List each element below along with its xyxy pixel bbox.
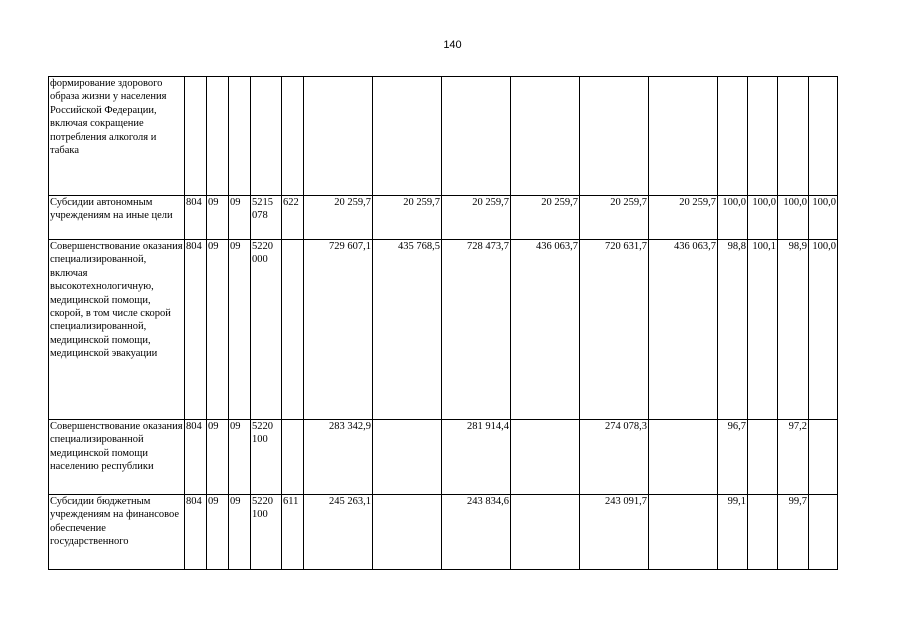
value-cell [649, 420, 718, 495]
value-cell [511, 420, 580, 495]
value-cell [304, 77, 373, 196]
value-cell [649, 77, 718, 196]
expense-type-code [282, 240, 304, 420]
row-name: формирование здорового образа жизни у населения Российской Федерации, включая сокращение потребления алкоголя и табака [49, 77, 185, 196]
percent-cell: 100,1 [748, 240, 778, 420]
table-row [49, 77, 838, 196]
value-cell [511, 495, 580, 570]
percent-cell: 98,9 [778, 240, 809, 420]
subsection-code: 09 [229, 240, 251, 420]
budget-table [48, 76, 838, 570]
row-name: Субсидии бюджетным учреждениям на финансовое обеспечение государственного [49, 495, 185, 570]
subsection-code: 09 [229, 420, 251, 495]
value-cell [649, 495, 718, 570]
row-name: Совершенствование оказания специализированной медицинской помощи населению республики [49, 420, 185, 495]
expense-type-code: 622 [282, 196, 304, 240]
value-cell: 20 259,7 [373, 196, 442, 240]
section-code: 09 [207, 196, 229, 240]
ministry-code: 804 [185, 240, 207, 420]
ministry-code: 804 [185, 196, 207, 240]
value-cell: 245 263,1 [304, 495, 373, 570]
percent-cell [809, 77, 838, 196]
value-cell [442, 77, 511, 196]
percent-cell: 98,8 [718, 240, 748, 420]
table-row [49, 240, 838, 420]
ministry-code [185, 77, 207, 196]
value-cell: 20 259,7 [580, 196, 649, 240]
table-row [49, 420, 838, 495]
value-cell [580, 77, 649, 196]
value-cell: 20 259,7 [304, 196, 373, 240]
subsection-code: 09 [229, 495, 251, 570]
value-cell: 20 259,7 [442, 196, 511, 240]
target-article-code: 5220 100 [251, 495, 282, 570]
expense-type-code [282, 77, 304, 196]
value-cell: 436 063,7 [511, 240, 580, 420]
target-article-code: 5215 078 [251, 196, 282, 240]
table-row [49, 495, 838, 570]
target-article-code: 5220 000 [251, 240, 282, 420]
subsection-code [229, 77, 251, 196]
value-cell: 281 914,4 [442, 420, 511, 495]
table-row [49, 196, 838, 240]
page-number: 140 [443, 39, 462, 51]
value-cell: 20 259,7 [511, 196, 580, 240]
percent-cell [778, 77, 809, 196]
ministry-code: 804 [185, 495, 207, 570]
percent-cell [718, 77, 748, 196]
value-cell: 436 063,7 [649, 240, 718, 420]
percent-cell [809, 420, 838, 495]
percent-cell: 99,7 [778, 495, 809, 570]
percent-cell [748, 495, 778, 570]
value-cell: 283 342,9 [304, 420, 373, 495]
value-cell: 720 631,7 [580, 240, 649, 420]
value-cell [373, 495, 442, 570]
percent-cell: 100,0 [718, 196, 748, 240]
value-cell: 728 473,7 [442, 240, 511, 420]
value-cell: 435 768,5 [373, 240, 442, 420]
percent-cell: 100,0 [778, 196, 809, 240]
target-article-code: 5220 100 [251, 420, 282, 495]
value-cell: 243 834,6 [442, 495, 511, 570]
row-name: Субсидии автономным учреждениям на иные цели [49, 196, 185, 240]
value-cell: 20 259,7 [649, 196, 718, 240]
row-name: Совершенствование оказания специализированной, включая высокотехнологичную, медицинской помощи, скорой, в том числе скорой специализированной, медицинской помощи, медицинской эвакуации [49, 240, 185, 420]
value-cell [511, 77, 580, 196]
section-code: 09 [207, 495, 229, 570]
percent-cell: 99,1 [718, 495, 748, 570]
expense-type-code: 611 [282, 495, 304, 570]
percent-cell: 100,0 [809, 196, 838, 240]
percent-cell: 100,0 [809, 240, 838, 420]
value-cell [373, 420, 442, 495]
subsection-code: 09 [229, 196, 251, 240]
percent-cell [748, 420, 778, 495]
value-cell: 274 078,3 [580, 420, 649, 495]
section-code: 09 [207, 240, 229, 420]
target-article-code [251, 77, 282, 196]
percent-cell [748, 77, 778, 196]
ministry-code: 804 [185, 420, 207, 495]
value-cell: 243 091,7 [580, 495, 649, 570]
percent-cell: 97,2 [778, 420, 809, 495]
expense-type-code [282, 420, 304, 495]
section-code: 09 [207, 420, 229, 495]
value-cell [373, 77, 442, 196]
percent-cell: 100,0 [748, 196, 778, 240]
section-code [207, 77, 229, 196]
percent-cell: 96,7 [718, 420, 748, 495]
percent-cell [809, 495, 838, 570]
value-cell: 729 607,1 [304, 240, 373, 420]
